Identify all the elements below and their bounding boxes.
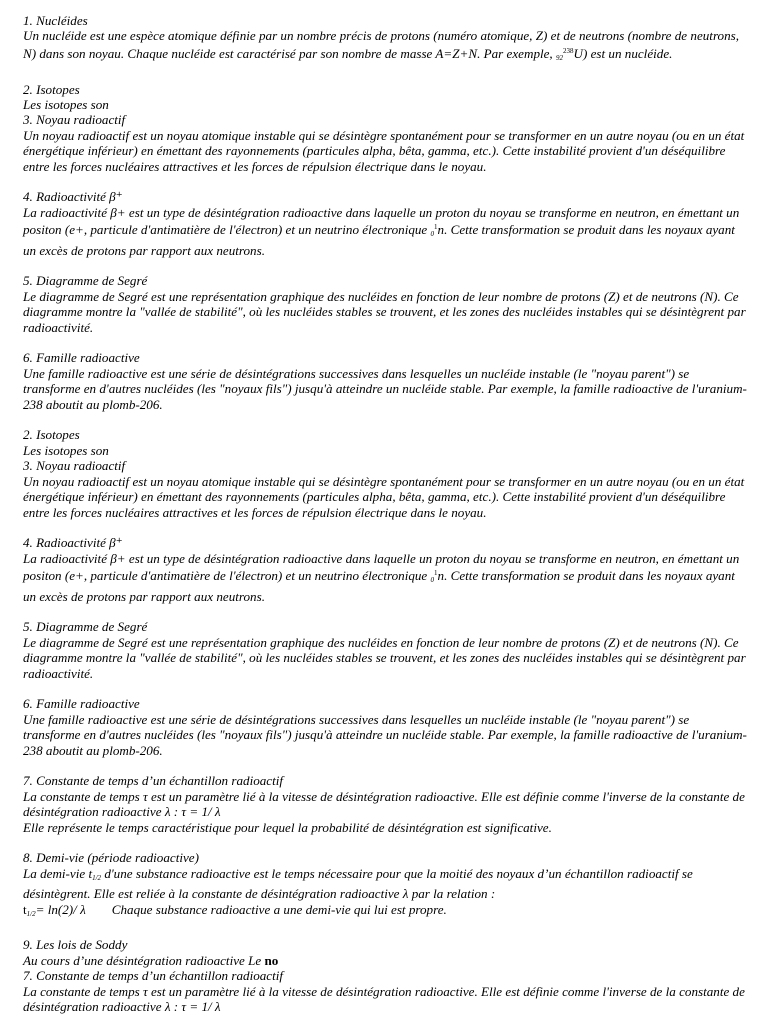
section-paragraph: Un nucléide est une espèce atomique définie par un nombre précis de protons (numéro atomique, Z) et de neutrons (nombre de neutrons, N) dans son noyau. Chaque nucléide est caractérisé par son nombre de masse A=Z+N. Par exemple, $92^{238}U$) est un nucléide. — [23, 28, 740, 62]
section-paragraph: La constante de temps τ est un paramètre lié à la vitesse de désintégration radioactive. Elle est définie comme l'inverse de la constante de désintégration radioactive λ : τ = 1/ λ — [23, 983, 745, 1015]
section-demi-vie — [23, 850, 748, 922]
section-paragraph: Le diagramme de Segré est une représentation graphique des nucléides en fonction de leur nombre de protons (Z) et de neutrons (N). Ce diagramme montre la "vallée de stabilité", où les nucléides stables se trouvent, et les zones des nucléides instables qui se désintègrent par radioactivité. — [23, 288, 746, 335]
section-heading: 7. Constante de temps d’un échantillon radioactif — [23, 773, 284, 789]
document-body — [23, 13, 748, 1014]
section-paragraph: La demi-vie t1/2 d'une substance radioactive est le temps nécessaire pour que la moitié des noyaux d’un échantillon radioactif se désintègrent. Elle est reliée à la constante de désintégration radioactive λ par la relation : — [23, 865, 693, 902]
section-paragraph: Un noyau radioactif est un noyau atomique instable qui se désintègre spontanément pour se transformer en un autre noyau (ou en un état énergétique inférieur) en émettant des rayonnements (particules alpha, bêta, gamma, etc.). Cette instabilité provient d'un déséquilibre entre les forces nucléaires attractives et les forces de répulsion électrique dans le noyau. — [23, 127, 745, 174]
section-paragraph: Une famille radioactive est une série de désintégrations successives dans lesquelles un nucléide instable (le "noyau parent") se transforme en d'autres nucléides (les "noyaux fils") jusqu'à atteindre un nucléide stable. Par exemple, la famille radioactive de l'uranium-238 aboutit au plomb-206. — [23, 365, 747, 412]
section-heading: 8. Demi-vie (période radioactive) — [23, 850, 199, 866]
section-line: Les isotopes son — [23, 442, 109, 458]
section-heading: 6. Famille radioactive — [23, 696, 140, 712]
demi-vie-formula: t1/2= ln(2)/ λ Chaque substance radioactive a une demi-vie qui lui est propre. — [23, 901, 447, 918]
section-line: Les isotopes son — [23, 97, 109, 113]
section-radioactivite-beta-repeat — [23, 535, 748, 604]
section-paragraph: Le diagramme de Segré est une représentation graphique des nucléides en fonction de leur nombre de protons (Z) et de neutrons (N). Ce diagramme montre la "vallée de stabilité", où les nucléides stables se trouvent, et les zones des nucléides instables qui se désintègrent par radioactivité. — [23, 634, 746, 681]
section-nucleides — [23, 13, 748, 66]
section-heading: 7. Constante de temps d’un échantillon radioactif — [23, 968, 284, 984]
section-diagramme-segre — [23, 273, 748, 335]
section-heading: 3. Noyau radioactif — [23, 112, 126, 128]
section-radioactivite-beta — [23, 189, 748, 258]
section-isotopes-noyau-repeat — [23, 427, 748, 519]
section-famille-radioactive-repeat — [23, 696, 748, 758]
section-paragraph: Une famille radioactive est une série de désintégrations successives dans lesquelles un nucléide instable (le "noyau parent") se transforme en d'autres nucléides (les "noyaux fils") jusqu'à atteindre un nucléide stable. Par exemple, la famille radioactive de l'uranium-238 aboutit au plomb-206. — [23, 711, 747, 758]
section-heading: 4. Radioactivité β⁺ — [23, 189, 123, 205]
section-heading: 4. Radioactivité β⁺ — [23, 535, 123, 551]
section-heading: 5. Diagramme de Segré — [23, 619, 148, 635]
section-heading: 6. Famille radioactive — [23, 350, 140, 366]
section-heading: 1. Nucléides — [23, 13, 88, 28]
section-note: Elle représente le temps caractéristique pour lequel la probabilité de désintégration est significative. — [23, 819, 552, 835]
section-paragraph: La constante de temps τ est un paramètre lié à la vitesse de désintégration radioactive. Elle est définie comme l'inverse de la constante de désintégration radioactive λ : τ = 1/ λ — [23, 788, 745, 820]
section-heading: 9. Les lois de Soddy — [23, 937, 128, 953]
section-heading: 3. Noyau radioactif — [23, 458, 126, 474]
section-famille-radioactive — [23, 350, 748, 412]
section-constante-temps — [23, 773, 748, 835]
section-paragraph: La radioactivité β+ est un type de désintégration radioactive dans laquelle un proton du noyau se transforme en neutron, en émettant un positon (e+, particule d'antimatière de l'électron) et un neutrino électronique $0^1n$. Cette transformation se produit dans les noyaux ayant un excès de protons par rapport aux neutrons. — [23, 550, 740, 604]
section-heading: 2. Isotopes — [23, 427, 80, 443]
section-lois-soddy — [23, 937, 748, 1014]
section-paragraph: La radioactivité β+ est un type de désintégration radioactive dans laquelle un proton du noyau se transforme en neutron, en émettant un positon (e+, particule d'antimatière de l'électron) et un neutrino électronique $0^1n$. Cette transformation se produit dans les noyaux ayant un excès de protons par rapport aux neutrons. — [23, 204, 740, 258]
section-paragraph: Un noyau radioactif est un noyau atomique instable qui se désintègre spontanément pour se transformer en un autre noyau (ou en un état énergétique inférieur) en émettant des rayonnements (particules alpha, bêta, gamma, etc.). Cette instabilité provient d'un déséquilibre entre les forces nucléaires attractives et les forces de répulsion électrique dans le noyau. — [23, 473, 745, 520]
section-isotopes-noyau — [23, 82, 748, 174]
section-line: Au cours d’une désintégration radioactive Le no — [23, 952, 279, 968]
section-heading: 5. Diagramme de Segré — [23, 273, 148, 289]
section-diagramme-segre-repeat — [23, 619, 748, 681]
section-heading: 2. Isotopes — [23, 81, 80, 97]
